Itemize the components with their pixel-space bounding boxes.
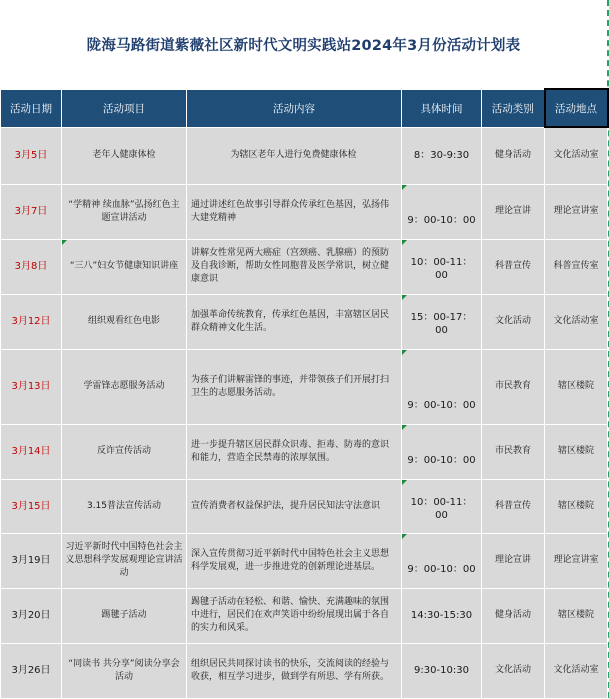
cell-category[interactable]: 健身活动 — [482, 588, 545, 643]
activity-table — [0, 88, 609, 699]
header-location[interactable]: 活动地点 — [545, 89, 608, 127]
cell-date[interactable]: 3月8日 — [1, 239, 62, 294]
cell-project[interactable]: “同读书 共分享”阅读分享会活动 — [62, 643, 187, 698]
cell-content[interactable]: 踢毽子活动在轻松、和谐、愉快、充满趣味的氛围中进行，居民们在欢声笑语中纷纷展现出属于各自的实力和风采。 — [187, 588, 402, 643]
cell-date[interactable]: 3月13日 — [1, 349, 62, 424]
cell-date[interactable]: 3月15日 — [1, 479, 62, 533]
page-title: 陇海马路街道紫薇社区新时代文明实践站2024年3月份活动计划表 — [86, 37, 521, 54]
cell-category[interactable]: 市民教育 — [482, 424, 545, 479]
cell-category[interactable]: 文化活动 — [482, 294, 545, 349]
cell-time[interactable]: 9：00-10：00 — [402, 533, 482, 588]
cell-location[interactable]: 理论宣讲室 — [545, 533, 608, 588]
cell-time[interactable]: 14:30-15:30 — [402, 588, 482, 643]
cell-date[interactable]: 3月5日 — [1, 127, 62, 184]
table-row — [1, 588, 608, 643]
cell-project[interactable]: “三八”妇女节健康知识讲座 — [62, 239, 187, 294]
cell-time[interactable]: 9：00-10：00 — [402, 349, 482, 424]
cell-date[interactable]: 3月12日 — [1, 294, 62, 349]
table-row — [1, 294, 608, 349]
cell-project[interactable]: 学雷锋志愿服务活动 — [62, 349, 187, 424]
table-row — [1, 424, 608, 479]
cell-content[interactable]: 进一步提升辖区居民群众识毒、拒毒、防毒的意识和能力，营造全民禁毒的浓厚氛围。 — [187, 424, 402, 479]
cell-location[interactable]: 辖区楼院 — [545, 349, 608, 424]
cell-project[interactable]: 习近平新时代中国特色社会主义思想科学发展观理论宣讲活动 — [62, 533, 187, 588]
cell-content[interactable]: 为辖区老年人进行免费健康体检 — [187, 127, 402, 184]
cell-content[interactable]: 宣传消费者权益保护法，提升居民知法守法意识 — [187, 479, 402, 533]
header-category: 活动类别 — [482, 89, 545, 127]
cell-time[interactable]: 10：00-11：00 — [402, 479, 482, 533]
table-row — [1, 643, 608, 698]
cell-location[interactable]: 辖区楼院 — [545, 479, 608, 533]
header-project: 活动项目 — [62, 89, 187, 127]
cell-category[interactable]: 理论宣讲 — [482, 533, 545, 588]
cell-location[interactable]: 科普宣传室 — [545, 239, 608, 294]
cell-date[interactable]: 3月26日 — [1, 643, 62, 698]
table-row — [1, 479, 608, 533]
cell-location[interactable]: 辖区楼院 — [545, 588, 608, 643]
cell-time[interactable]: 9:30-10:30 — [402, 643, 482, 698]
cell-time[interactable]: 9：00-10：00 — [402, 184, 482, 239]
cell-category[interactable]: 理论宣讲 — [482, 184, 545, 239]
cell-date[interactable]: 3月20日 — [1, 588, 62, 643]
cell-content[interactable]: 深入宣传贯彻习近平新时代中国特色社会主义思想科学发展观，进一步推进党的创新理论进基层。 — [187, 533, 402, 588]
table-row — [1, 239, 608, 294]
cell-project[interactable]: 踢毽子活动 — [62, 588, 187, 643]
cell-time[interactable]: 10：00-11：00 — [402, 239, 482, 294]
cell-project[interactable]: 3.15普法宣传活动 — [62, 479, 187, 533]
cell-date[interactable]: 3月7日 — [1, 184, 62, 239]
table-row — [1, 533, 608, 588]
cell-content[interactable]: 组织居民共同探讨读书的快乐，交流阅读的经验与收获，相互学习进步，做到学有所思、学有所获。 — [187, 643, 402, 698]
cell-category[interactable]: 市民教育 — [482, 349, 545, 424]
cell-category[interactable]: 科普宣传 — [482, 239, 545, 294]
cell-content[interactable]: 加强革命传统教育，传承红色基因，丰富辖区居民群众精神文化生活。 — [187, 294, 402, 349]
cell-project[interactable]: 组织观看红色电影 — [62, 294, 187, 349]
table-header-row — [1, 89, 608, 127]
table-row — [1, 349, 608, 424]
cell-location[interactable]: 文化活动室 — [545, 294, 608, 349]
cell-category[interactable]: 文化活动 — [482, 643, 545, 698]
cell-location[interactable]: 文化活动室 — [545, 643, 608, 698]
cell-content[interactable]: 讲解女性常见两大癌症（宫颈癌、乳腺癌）的预防及自我诊断，帮助女性同胞普及医学常识，树立健康意识 — [187, 239, 402, 294]
cell-location[interactable]: 辖区楼院 — [545, 424, 608, 479]
cell-project[interactable]: “学精神 续血脉”弘扬红色主题宣讲活动 — [62, 184, 187, 239]
cell-time[interactable]: 15：00-17：00 — [402, 294, 482, 349]
header-time: 具体时间 — [402, 89, 482, 127]
cell-project[interactable]: 反诈宣传活动 — [62, 424, 187, 479]
table-row — [1, 127, 608, 184]
cell-content[interactable]: 为孩子们讲解雷锋的事迹，并带领孩子们开展打扫卫生的志愿服务活动。 — [187, 349, 402, 424]
cell-date[interactable]: 3月19日 — [1, 533, 62, 588]
cell-category[interactable]: 健身活动 — [482, 127, 545, 184]
cell-category[interactable]: 科普宣传 — [482, 479, 545, 533]
header-content: 活动内容 — [187, 89, 402, 127]
cell-content[interactable]: 通过讲述红色故事引导群众传承红色基因，弘扬伟大建党精神 — [187, 184, 402, 239]
cell-location[interactable]: 文化活动室 — [545, 127, 608, 184]
cell-time[interactable]: 9：00-10：00 — [402, 424, 482, 479]
cell-location[interactable]: 理论宣讲室 — [545, 184, 608, 239]
cell-project[interactable]: 老年人健康体检 — [62, 127, 187, 184]
header-date: 活动日期 — [1, 89, 62, 127]
table-row — [1, 184, 608, 239]
cell-time[interactable]: 8：30-9:30 — [402, 127, 482, 184]
cell-date[interactable]: 3月14日 — [1, 424, 62, 479]
